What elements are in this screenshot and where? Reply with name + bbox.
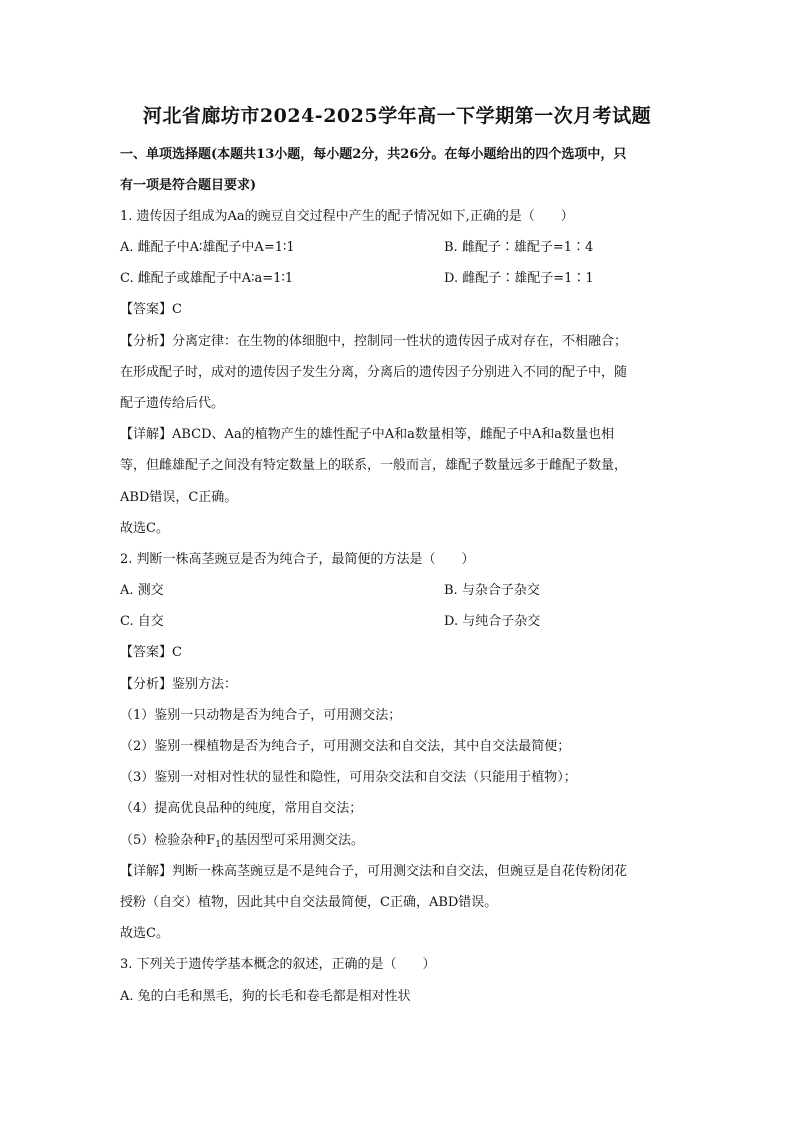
q2-point-5 — [120, 832, 364, 850]
q1-detail-line-3: ABD错误，C正确。 — [120, 490, 238, 505]
q1-option-c: C. 雌配子或雄配子中A∶a=1∶1 — [120, 271, 294, 286]
q1-stem: 1. 遗传因子组成为Aa的豌豆自交过程中产生的配子情况如下,正确的是（ ） — [120, 209, 574, 224]
q2-analysis-head: 【分析】鉴别方法： — [120, 677, 238, 692]
q2-point-5-subscript: 1 — [215, 840, 222, 850]
q1-detail-line-2: 等，但雌雄配子之间没有特定数量上的联系，一般而言，雄配子数量远多于雌配子数量， — [120, 458, 628, 473]
q1-conclusion: 故选C。 — [120, 521, 169, 536]
q1-analysis-line-3: 配子遗传给后代。 — [120, 396, 225, 411]
q2-point-2: （2）鉴别一棵植物是否为纯合子，可用测交法和自交法，其中自交法最简便； — [120, 739, 571, 754]
page-title: 河北省廊坊市2024-2025学年高一下学期第一次月考试题 — [142, 105, 652, 127]
q3-option-a: A. 兔的白毛和黑毛，狗的长毛和卷毛都是相对性状 — [120, 989, 411, 1004]
q2-answer: 【答案】C — [120, 645, 182, 660]
section-header-line-1: 一、单项选择题(本题共13小题，每小题2分，共26分。在每小题给出的四个选项中，只 — [120, 147, 627, 162]
q1-option-d: D. 雌配子∶雄配子=1∶1 — [444, 271, 594, 286]
q2-point-3: （3）鉴别一对相对性状的显性和隐性，可用杂交法和自交法（只能用于植物）； — [120, 770, 577, 785]
q1-option-a: A. 雌配子中A∶雄配子中A=1∶1 — [120, 240, 295, 255]
q2-stem: 2. 判断一株高茎豌豆是否为纯合子，最简便的方法是（ ） — [120, 552, 475, 567]
q1-answer: 【答案】C — [120, 302, 182, 317]
q1-option-b: B. 雌配子∶雄配子=1∶4 — [444, 240, 594, 255]
q2-option-d: D. 与纯合子杂交 — [444, 614, 541, 629]
q2-option-b: B. 与杂合子杂交 — [444, 583, 540, 598]
q2-point-5-post: 的基因型可采用测交法。 — [221, 833, 365, 848]
q2-conclusion: 故选C。 — [120, 926, 169, 941]
q2-option-a: A. 测交 — [120, 583, 164, 598]
q2-point-5-pre: （5）检验杂种F — [120, 833, 216, 848]
q2-point-4: （4）提高优良品种的纯度，常用自交法； — [120, 801, 363, 816]
q2-option-c: C. 自交 — [120, 614, 164, 629]
section-header-line-2: 有一项是符合题目要求) — [120, 178, 257, 193]
q1-detail-line-1: 【详解】ABCD、Aa的植物产生的雄性配子中A和a数量相等，雌配子中A和a数量也相 — [120, 427, 614, 442]
q1-analysis-line-2: 在形成配子时，成对的遗传因子发生分离，分离后的遗传因子分别进入不同的配子中，随 — [120, 365, 628, 380]
q2-point-1: （1）鉴别一只动物是否为纯合子，可用测交法； — [120, 708, 402, 723]
q2-detail-line-1: 【详解】判断一株高茎豌豆是不是纯合子，可用测交法和自交法，但豌豆是自花传粉闭花 — [120, 864, 628, 879]
q2-detail-line-2: 授粉（自交）植物，因此其中自交法最简便，C正确，ABD错误。 — [120, 895, 498, 910]
q1-analysis-line-1: 【分析】分离定律：在生物的体细胞中，控制同一性状的遗传因子成对存在，不相融合； — [120, 334, 628, 349]
q3-stem: 3. 下列关于遗传学基本概念的叙述，正确的是（ ） — [120, 957, 436, 972]
